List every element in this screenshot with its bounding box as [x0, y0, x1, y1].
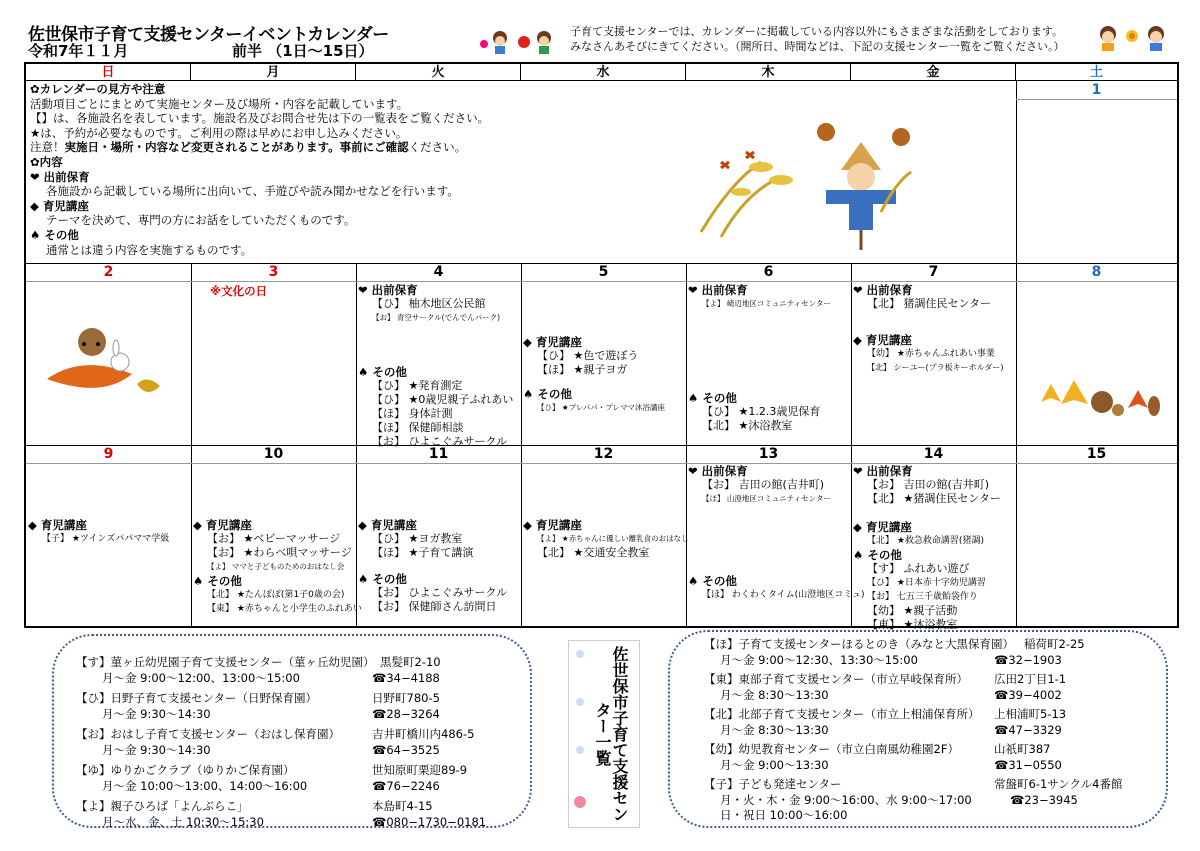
events-day-13 — [688, 464, 831, 506]
caution-bold: 実施日・場所・内容など変更されることがあります。事前にご確認 — [64, 140, 409, 155]
event-item: 【子】 ★ツインズパパママ学級 — [42, 534, 170, 544]
event-item: 【北】 ★沐浴教室 — [702, 419, 793, 432]
event-item: 【北】 ★たんぽぽ(第1子0歳の会) — [207, 590, 345, 600]
date-14: 14 — [923, 446, 944, 462]
directory-entry-hours — [704, 653, 1154, 669]
directory-entry-hours — [76, 779, 516, 795]
events-day-13-other — [688, 574, 865, 602]
center-tel: ☎080−1730−0181 — [372, 814, 487, 829]
calendar-grid — [24, 62, 1179, 631]
center-name: 【子】子ども発達センター — [704, 777, 842, 791]
category-ikuji: ◆ 育児講座 — [193, 518, 252, 532]
category-sonota: ♠ その他 — [688, 391, 737, 405]
center-hours: 月〜金 9:30〜14:30 — [102, 742, 211, 757]
center-address: 本島町4-15 — [372, 799, 433, 813]
directory-entry-hours — [76, 743, 516, 759]
notice-text — [570, 24, 1065, 54]
category-demae: ❤ 出前保育 — [853, 464, 913, 478]
events-day-12 — [523, 518, 689, 560]
event-item: 【お】 ひよこぐみサークル — [372, 586, 508, 599]
event-item: 【東】 ★赤ちゃんと小学生のふれあい — [207, 604, 362, 614]
weekday-fri: 金 — [851, 64, 1016, 81]
center-hours: 月〜金 9:30〜14:30 — [102, 706, 211, 721]
event-item: 【北】 シーユー(プラ板キーホルダー) — [867, 363, 1004, 372]
date-13: 13 — [758, 446, 779, 462]
directory-entry-name — [76, 727, 516, 743]
category-ikuji: ◆ 育児講座 — [853, 520, 912, 534]
caution-tail: ください。 — [408, 140, 467, 155]
center-name: 【幼】幼児教育センター（市立白南風幼稚園2F） — [704, 742, 959, 756]
center-hours: 月〜金 10:00〜13:00、14:00〜16:00 — [102, 778, 308, 793]
center-hours: 月〜金 9:00〜12:30、13:30〜15:00 — [720, 652, 918, 667]
directory-entry-name — [704, 637, 1154, 653]
caution-label: 注意！ — [30, 140, 65, 155]
center-tel: ☎34−4188 — [372, 670, 440, 685]
event-item: 【ひ】 柚木地区公民館 — [372, 297, 486, 310]
weekday-mon: 月 — [191, 64, 356, 81]
center-hours: 月〜金 8:30〜13:30 — [720, 722, 829, 737]
category-sonota: ♠ その他 — [688, 574, 737, 588]
date-6: 6 — [763, 264, 774, 280]
center-address: 世知原町栗迎89-9 — [372, 763, 468, 777]
center-address: 上相浦町5-13 — [994, 707, 1067, 721]
center-tel: ☎76−2246 — [372, 778, 440, 793]
event-item: 【北】 ★交通安全教室 — [537, 546, 650, 559]
directory-entry-hours — [704, 688, 1154, 704]
event-item: 【お】 ★ベビーマッサージ — [207, 532, 341, 545]
event-item: 【ひ】 ★色で遊ぼう — [537, 349, 639, 362]
event-item: 【北】 ★救急救命講習(猪調) — [867, 536, 984, 546]
category-ikuji: ◆ 育児講座 — [523, 518, 582, 532]
center-name: 【ひ】日野子育て支援センター（日野保育園） — [76, 691, 318, 705]
guide-line: 【】は、各施設名を表しています。施設名及びお問合せ先は下の一覧表をご覧ください。 — [30, 111, 490, 126]
center-tel: ☎47−3329 — [994, 722, 1062, 737]
date-5: 5 — [598, 264, 609, 280]
directory-entry-extra — [704, 808, 1154, 824]
center-name: 【よ】親子ひろば「よんぶらこ」 — [76, 799, 249, 813]
date-7: 7 — [928, 264, 939, 280]
event-item: 【ほ】 ★親子ヨガ — [537, 363, 628, 376]
center-address: 山祇町387 — [994, 742, 1051, 756]
category-sonota: ♠ その他 — [853, 548, 902, 562]
weekday-sat: 土 — [1016, 64, 1177, 81]
content-ikuji-desc: テーマを決めて、専門の方にお話をしていただくものです。 — [46, 213, 356, 228]
directory-entry-name — [704, 777, 1154, 793]
event-item: 【お】 吉田の館(吉井町) — [867, 478, 990, 491]
events-day-9 — [28, 518, 169, 546]
event-item: 【北】 猪調住民センター — [867, 297, 992, 310]
directory-right — [704, 637, 1154, 824]
center-tel: ☎32−1903 — [994, 652, 1062, 667]
content-demae: ❤ 出前保育 — [30, 169, 90, 184]
center-name: 【東】東部子育て支援センター（市立早岐保育所） — [704, 672, 969, 686]
content-sonota-desc: 通常とは違う内容を実施するものです。 — [46, 242, 253, 257]
date-9: 9 — [103, 446, 114, 462]
events-day-7 — [853, 283, 1003, 375]
directory-entry-hours — [704, 758, 1154, 774]
category-ikuji: ◆ 育児講座 — [358, 518, 417, 532]
event-item: 【ひ】 ★日本赤十字幼児講習 — [867, 578, 986, 588]
event-item: 【よ】 ★赤ちゃんに優しい離乳食のおはなし — [537, 534, 689, 543]
date-12: 12 — [593, 446, 614, 462]
event-item: 【幼】 ★赤ちゃんふれあい事業 — [867, 349, 995, 359]
guide-line: ★は、予約が必要なものです。ご利用の際は早めにお申し込みください。 — [30, 125, 408, 140]
event-item: 【ほ】 身体計測 — [372, 407, 453, 420]
center-hours: 月〜金 9:00〜13:30 — [720, 757, 829, 772]
event-item: 【東】 ★沐浴教室 — [867, 618, 958, 631]
event-item: 【ひ】 ★プレパパ・プレママ沐浴講座 — [537, 403, 665, 412]
content-heading: ✿内容 — [30, 154, 63, 169]
event-item: 【幼】 ★親子活動 — [867, 604, 958, 617]
animals-autumn-illustration — [42, 314, 172, 414]
directory-entry-name — [76, 691, 516, 707]
event-item: 【ほ】 保健師相談 — [372, 421, 464, 434]
event-item: 【ひ】 ★ヨガ教室 — [372, 532, 463, 545]
events-day-11 — [358, 518, 507, 614]
directory-left — [76, 655, 516, 830]
directory-entry-hours — [704, 723, 1154, 739]
event-item: 【お】 青空サークル(でんでんパーク) — [372, 313, 501, 322]
weekday-tue: 火 — [356, 64, 521, 81]
notice-line-2: みなさんあそびにきてください。（開所日、時間などは、下記の支援センター一覧をご覧ください。） — [570, 40, 1065, 53]
event-item: 【お】 ひよこぐみサークル — [372, 435, 508, 448]
category-sonota: ♠ その他 — [193, 574, 242, 588]
date-3: 3 — [268, 264, 279, 280]
center-tel: ☎23−3945 — [1010, 792, 1078, 807]
date-4: 4 — [433, 264, 444, 280]
category-ikuji: ◆ 育児講座 — [853, 333, 912, 347]
date-11: 11 — [428, 446, 449, 462]
directory-entry-hours — [704, 793, 1154, 809]
category-demae: ❤ 出前保育 — [358, 283, 418, 297]
event-item: 【ほ】 山澄地区コミュニティセンター — [702, 494, 831, 503]
center-hours-extra: 日・祝日 10:00〜16:00 — [720, 808, 848, 822]
center-tel: ☎64−3525 — [372, 742, 440, 757]
autumn-leaves-illustration — [1036, 372, 1161, 422]
category-demae: ❤ 出前保育 — [688, 283, 748, 297]
center-tel: ☎39−4002 — [994, 687, 1062, 702]
date-8: 8 — [1091, 264, 1102, 280]
center-tel: ☎31−0550 — [994, 757, 1062, 772]
center-name: 【す】菫ヶ丘幼児園子育て支援センター（菫ヶ丘幼児園） — [76, 655, 375, 669]
scarecrow-illustration — [691, 122, 921, 252]
event-item: 【ひ】 ★発育測定 — [372, 379, 463, 392]
date-underline — [1016, 99, 1177, 100]
date-15: 15 — [1086, 446, 1107, 462]
directory-entry-hours — [76, 671, 516, 687]
event-item: 【ほ】 わくわくタイム(山澄地区コミュ) — [702, 590, 865, 600]
event-item: 【す】 ふれあい遊び — [867, 562, 970, 575]
guide-heading: ✿カレンダーの見方や注意 — [30, 82, 166, 96]
weekday-sun: 日 — [26, 64, 191, 81]
event-item: 【ひ】 ★1.2.3歳児保育 — [702, 405, 821, 418]
directory-entry-hours — [76, 707, 516, 723]
event-item: 【ほ】 ★子育て講演 — [372, 546, 474, 559]
center-hours: 月〜金 8:30〜13:30 — [720, 687, 829, 702]
center-address: 黒髪町2-10 — [380, 655, 441, 669]
directory-entry-name — [704, 707, 1154, 723]
center-name: 【お】おはし子育て支援センター（おはし保育園） — [76, 727, 341, 741]
events-day-10 — [193, 518, 362, 616]
content-ikuji: ◆ 育児講座 — [30, 198, 89, 213]
center-hours: 月〜水、金、土 10:30〜15:30 — [102, 814, 264, 829]
center-name: 【北】北部子育て支援センター（市立上相浦保育所） — [704, 707, 980, 721]
event-item: 【ひ】 ★0歳児親子ふれあい — [372, 393, 514, 406]
center-hours: 月〜金 9:00〜12:00、13:00〜15:00 — [102, 670, 300, 685]
guide-line: 活動項目ごとにまとめて実施センター及び場所・内容を記載しています。 — [30, 96, 409, 111]
category-demae: ❤ 出前保育 — [688, 464, 748, 478]
event-item: 【北】 ★猪調住民センター — [867, 492, 1001, 505]
directory-title: 佐世保市子育て支援センター一覧 — [593, 646, 629, 822]
center-address: 稲荷町2-25 — [1024, 637, 1085, 651]
date-10: 10 — [263, 446, 284, 462]
directory-entry-name — [76, 763, 516, 779]
event-item: 【よ】 ママと子どものためのおはなし会 — [207, 562, 345, 571]
weekday-wed: 水 — [521, 64, 686, 81]
date-2: 2 — [103, 264, 114, 280]
month-label: 令和7年１１月 — [28, 42, 129, 60]
directory-entry-name — [76, 799, 516, 815]
date-1: 1 — [1091, 82, 1102, 98]
directory-entry-name — [704, 672, 1154, 688]
event-item: 【お】 保健師さん訪問日 — [372, 600, 497, 613]
center-address: 吉井町橋川内486-5 — [372, 727, 475, 741]
category-sonota: ♠ その他 — [358, 572, 407, 586]
category-sonota: ♠ その他 — [358, 365, 407, 379]
content-sonota: ♠ その他 — [30, 227, 79, 242]
event-item: 【よ】 崎辺地区コミュニティセンター — [702, 299, 831, 308]
holiday-label: ※文化の日 — [210, 284, 268, 298]
category-ikuji: ◆ 育児講座 — [28, 518, 87, 532]
kids-illustration — [476, 26, 566, 56]
center-name: 【ゆ】ゆりかごクラブ（ゆりかご保育園） — [76, 763, 295, 777]
kids-flower-illustration — [1096, 22, 1176, 54]
events-day-14 — [853, 464, 1001, 632]
center-name: 【ほ】子育て支援センターほるとのき（みなと大黒保育園） — [704, 637, 1015, 651]
event-item: 【お】 ★わらべ唄マッサージ — [207, 546, 352, 559]
center-tel: ☎28−3264 — [372, 706, 440, 721]
events-day-5 — [523, 335, 665, 415]
category-ikuji: ◆ 育児講座 — [523, 335, 582, 349]
directory-entry-name — [704, 742, 1154, 758]
events-day-6-other — [688, 391, 820, 433]
weekday-thu: 木 — [686, 64, 851, 81]
directory-entry-name — [76, 655, 516, 671]
center-address: 常盤町6-1サンクル4番館 — [994, 777, 1123, 791]
center-hours: 月・火・木・金 9:00〜16:00、水 9:00〜17:00 — [720, 792, 972, 807]
date-underline — [26, 281, 1177, 282]
center-address: 日野町780-5 — [372, 691, 440, 705]
category-demae: ❤ 出前保育 — [853, 283, 913, 297]
event-item: 【お】 七五三千歳飴袋作り — [867, 592, 978, 602]
category-sonota: ♠ その他 — [523, 387, 572, 401]
events-day-4 — [358, 283, 513, 449]
page-title: 佐世保市子育て支援センターイベントカレンダー — [28, 25, 389, 45]
center-address: 広田2丁目1-1 — [994, 672, 1067, 686]
directory-entry-hours — [76, 815, 516, 831]
date-underline — [26, 463, 1177, 464]
period-label: 前半 （1日〜15日） — [232, 42, 374, 60]
grid-line — [1016, 81, 1017, 626]
events-day-6 — [688, 283, 831, 311]
event-item: 【お】 吉田の館(吉井町) — [702, 478, 825, 491]
content-demae-desc: 各施設から記載している場所に出向いて、手遊びや読み聞かせなどを行います。 — [46, 184, 459, 199]
notice-line-1: 子育て支援センターでは、カレンダーに掲載している内容以外にもさまざまな活動をしております。 — [570, 25, 1063, 38]
